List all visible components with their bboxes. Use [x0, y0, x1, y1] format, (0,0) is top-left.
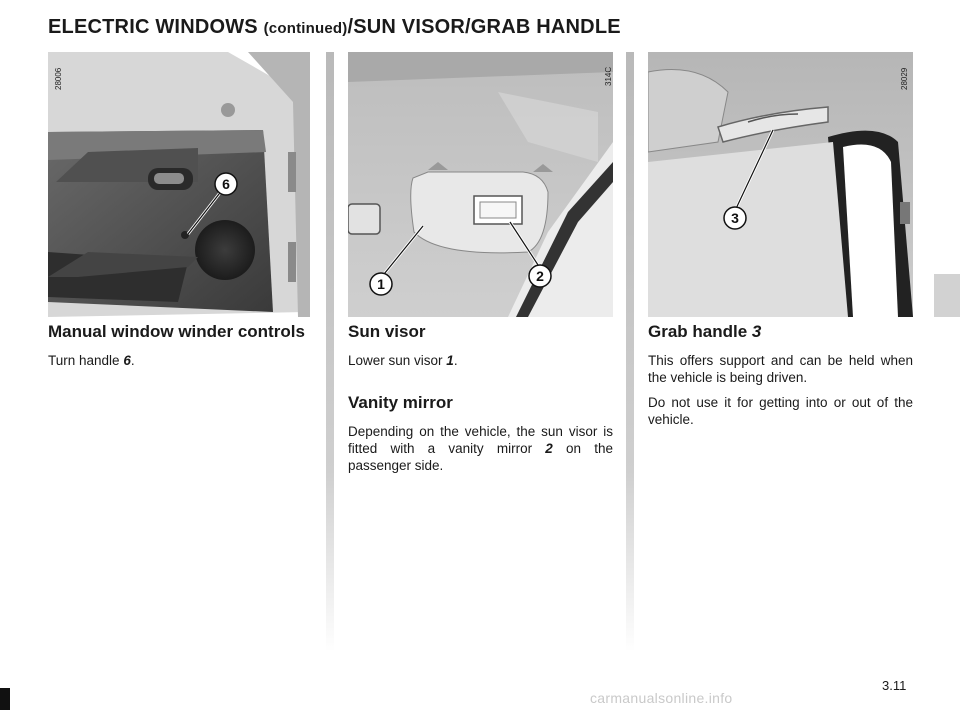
window-winder-heading: Manual window winder controls: [48, 322, 305, 341]
callout-2: 2: [536, 268, 544, 284]
title-end: /SUN VISOR/GRAB HANDLE: [347, 16, 621, 38]
column-divider-2: [626, 52, 634, 652]
vanity-mirror-text: Depending on the vehicle, the sun visor is fitted with a vanity mirror 2 on the passenger side.: [348, 424, 613, 473]
callout-6: 6: [222, 176, 230, 192]
figure-code-visor: 314C: [604, 66, 613, 86]
grab-handle-heading: Grab handle 3: [648, 322, 762, 341]
grab-handle-illustration: [648, 52, 913, 317]
grab-handle-text-1: This offers support and can be held when the vehicle is being driven.: [648, 353, 913, 385]
corner-mark: [0, 688, 10, 710]
column-window-winder: [48, 322, 313, 377]
figure-code-handle: 28029: [900, 67, 909, 90]
page-number: 3.11: [882, 678, 907, 693]
column-grab-handle: [648, 322, 913, 436]
page-title: [48, 16, 621, 39]
vanity-mirror-heading: Vanity mirror: [348, 393, 453, 412]
callout-1: 1: [377, 276, 385, 292]
ref-2: 2: [545, 441, 553, 456]
title-main: ELECTRIC WINDOWS: [48, 16, 264, 38]
sun-visor-text: Lower sun visor 1.: [348, 353, 458, 368]
window-winder-text: Turn handle 6.: [48, 353, 135, 368]
door-panel-illustration: [48, 52, 313, 317]
column-sun-visor: [348, 322, 613, 482]
callout-3: 3: [731, 210, 739, 226]
grab-handle-text-2: Do not use it for getting into or out of the vehicle.: [648, 395, 913, 427]
figure-code-door: 28006: [54, 67, 63, 90]
watermark: carmanualsonline.info: [590, 690, 733, 706]
sun-visor-heading: Sun visor: [348, 322, 426, 341]
chapter-tab: [934, 274, 960, 317]
ref-6: 6: [123, 353, 131, 368]
ref-3: 3: [751, 322, 762, 341]
sun-visor-illustration: [348, 52, 613, 317]
column-divider-1: [326, 52, 334, 652]
title-continued: (continued): [263, 20, 348, 37]
ref-1: 1: [446, 353, 454, 368]
